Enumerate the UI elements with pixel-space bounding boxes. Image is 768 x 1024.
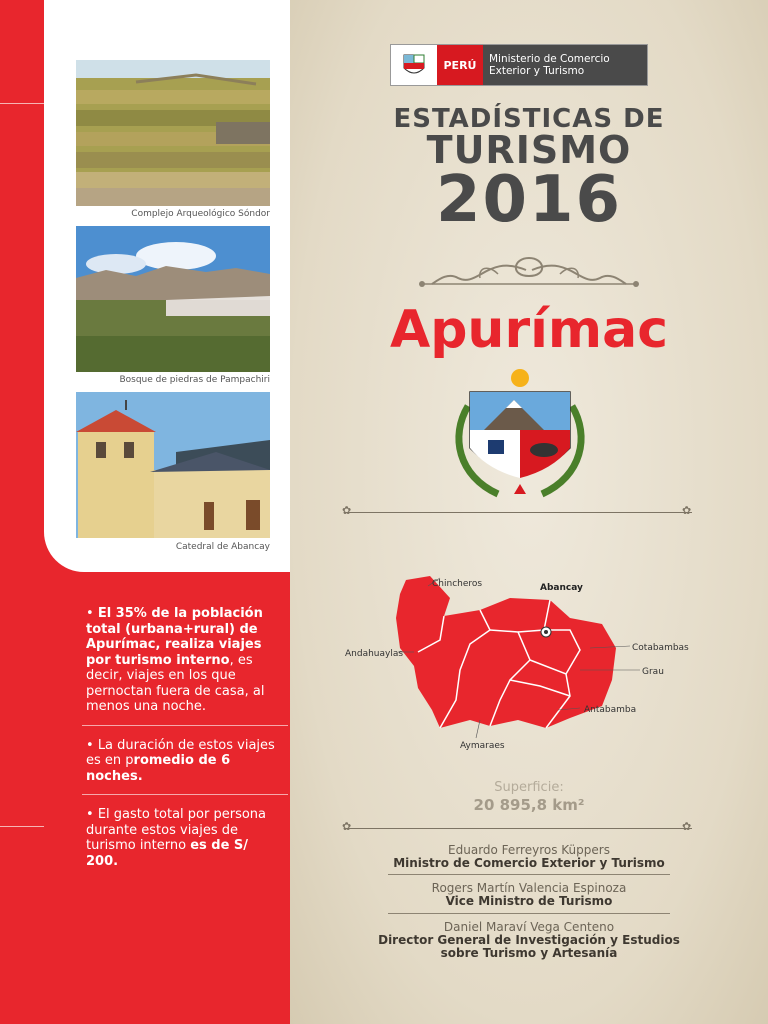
photo-sondor (76, 60, 270, 206)
bullet-item: • El gasto total por persona durante estos viajes de turismo interno es de S/ 200. (86, 807, 267, 869)
divider-ornament-icon: ✿ (342, 504, 352, 517)
credit-divider (388, 874, 670, 875)
apurimac-map (340, 570, 720, 764)
ornament-divider (418, 252, 640, 300)
bullet-item: • La duración de estos viajes es en promedio de 6 noches. (86, 737, 275, 784)
bullet-item: • El 35% de la población total (urbana+rural) de Apurímac, realiza viajes por turismo interno, es decir, viajes en los que pernoctan fuera de casa, al menos una noche. (86, 606, 265, 714)
map-label-aymaraes: Aymaraes (460, 741, 505, 751)
photo-caption: Catedral de Abancay (175, 542, 270, 552)
credit-minister: Eduardo Ferreyros Küppers Ministro de Comercio Exterior y Turismo (393, 843, 665, 870)
peru-label: PERÚ (437, 45, 483, 85)
map-region-shape (396, 576, 616, 728)
apurimac-coat-of-arms-icon (448, 366, 592, 502)
divider-ornament-icon: ✿ (682, 504, 692, 517)
margin-tick (0, 826, 44, 827)
credit-vice-minister: Rogers Martín Valencia Espinoza Vice Ministro de Turismo (431, 881, 627, 908)
section-divider (346, 512, 692, 513)
peru-shield-icon (391, 45, 437, 85)
photo-caption: Complejo Arqueológico Sóndor (131, 209, 270, 219)
bullet-divider (82, 794, 288, 795)
title-line2: TURISMO (426, 128, 632, 172)
map-label-grau: Grau (642, 667, 664, 677)
surface-value: 20 895,8 km² (473, 796, 585, 814)
map-label-abancay: Abancay (540, 583, 583, 593)
stats-bullets (86, 606, 282, 879)
surface-label: Superficie: (494, 780, 564, 795)
ministry-logo (390, 44, 648, 86)
divider-ornament-icon: ✿ (342, 820, 352, 833)
photo-catedral (76, 392, 270, 538)
title-line1: ESTADÍSTICAS DE (393, 104, 665, 134)
credit-divider (388, 913, 670, 914)
section-divider (346, 828, 692, 829)
credit-director: Daniel Maraví Vega Centeno Director General de Investigación y Estudios sobre Turismo y Artesanía (378, 920, 680, 960)
ministry-name: Ministerio de Comercio Exterior y Turismo (483, 45, 647, 85)
map-label-antabamba: Antabamba (584, 705, 637, 715)
title-year: 2016 (435, 163, 623, 237)
map-label-andahuaylas: Andahuaylas (345, 649, 404, 659)
photo-caption: Bosque de piedras de Pampachiri (119, 375, 270, 385)
margin-tick (0, 103, 44, 104)
bullet-divider (82, 725, 288, 726)
divider-ornament-icon: ✿ (682, 820, 692, 833)
photo-panel (44, 0, 290, 572)
region-title: Apurímac (389, 300, 669, 360)
map-label-cotabambas: Cotabambas (632, 643, 689, 653)
photo-pampachiri (76, 226, 270, 372)
left-red-column (0, 0, 290, 1024)
map-label-chincheros: Chincheros (432, 579, 483, 589)
cover-content (290, 0, 768, 1024)
